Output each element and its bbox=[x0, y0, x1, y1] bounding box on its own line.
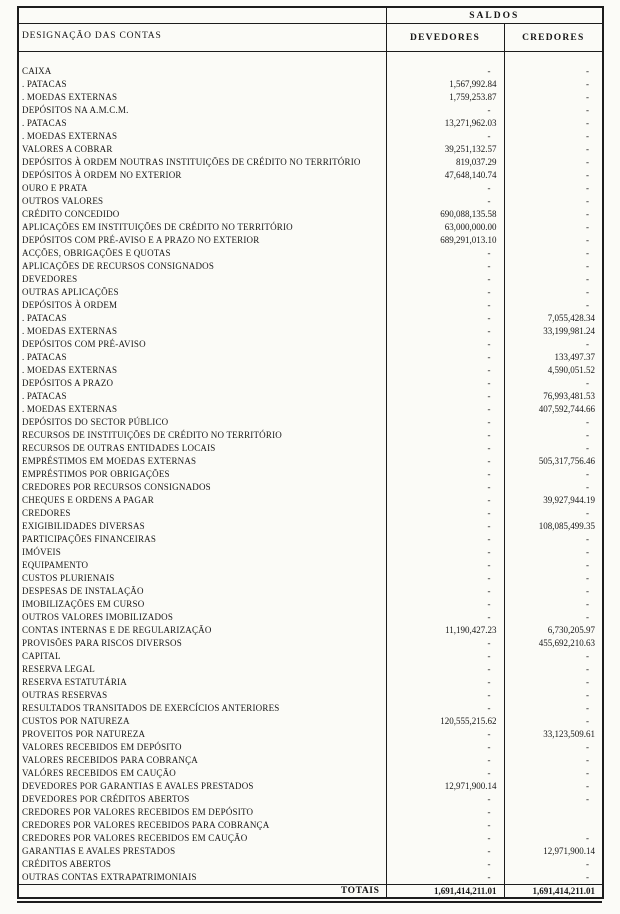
devedores-value: - bbox=[386, 65, 504, 78]
credores-value: - bbox=[504, 507, 603, 520]
account-label: DEVEDORES POR CRÉDITOS ABERTOS bbox=[22, 793, 190, 804]
credores-value: 76,993,481.53 bbox=[504, 390, 603, 403]
table-row bbox=[18, 468, 603, 481]
credores-value: - bbox=[504, 377, 603, 390]
credores-value: - bbox=[504, 741, 603, 754]
account-label: . MOEDAS EXTERNAS bbox=[22, 364, 118, 375]
devedores-value: - bbox=[386, 260, 504, 273]
account-label: . PATACAS bbox=[22, 78, 67, 89]
credores-value: - bbox=[504, 780, 603, 793]
account-label: OURO E PRATA bbox=[22, 182, 88, 193]
credores-value: - bbox=[504, 559, 603, 572]
devedores-value: - bbox=[386, 702, 504, 715]
credores-value: - bbox=[504, 767, 603, 780]
credores-value: - bbox=[504, 702, 603, 715]
table-row bbox=[18, 702, 603, 715]
table-row bbox=[18, 715, 603, 728]
devedores-value: - bbox=[386, 299, 504, 312]
credores-value: 39,927,944.19 bbox=[504, 494, 603, 507]
devedores-value: - bbox=[386, 351, 504, 364]
account-label: IMÓVEIS bbox=[22, 546, 61, 557]
credores-value: - bbox=[504, 598, 603, 611]
devedores-value: 819,037.29 bbox=[386, 156, 504, 169]
devedores-value: - bbox=[386, 572, 504, 585]
account-label: CAPITAL bbox=[22, 650, 61, 661]
credores-value bbox=[504, 806, 603, 819]
credores-value: - bbox=[504, 234, 603, 247]
account-label: CAIXA bbox=[22, 65, 52, 76]
devedores-value: - bbox=[386, 286, 504, 299]
table-row bbox=[18, 611, 603, 624]
header-row-columns bbox=[18, 24, 603, 52]
account-label: OUTROS VALORES bbox=[22, 195, 104, 206]
credores-value: 33,199,981.24 bbox=[504, 325, 603, 338]
devedores-value: - bbox=[386, 611, 504, 624]
table-row bbox=[18, 741, 603, 754]
table-row bbox=[18, 117, 603, 130]
table-row bbox=[18, 91, 603, 104]
devedores-value: - bbox=[386, 364, 504, 377]
devedores-value: - bbox=[386, 325, 504, 338]
credores-value: - bbox=[504, 273, 603, 286]
devedores-value: - bbox=[386, 767, 504, 780]
account-label: EMPRÉSTIMOS EM MOEDAS EXTERNAS bbox=[22, 455, 197, 466]
table-row bbox=[18, 403, 603, 416]
devedores-header: DEVEDORES bbox=[386, 24, 504, 52]
table-row bbox=[18, 104, 603, 117]
account-label: IMOBILIZAÇÕES EM CURSO bbox=[22, 598, 145, 609]
account-label: . PATACAS bbox=[22, 390, 67, 401]
credores-value: 407,592,744.66 bbox=[504, 403, 603, 416]
totals-credores-value: 1,691,414,211.01 bbox=[504, 884, 603, 898]
devedores-value: 12,971,900.14 bbox=[386, 780, 504, 793]
totals-devedores-value: 1,691,414,211.01 bbox=[386, 884, 504, 898]
devedores-value: - bbox=[386, 104, 504, 117]
table-row bbox=[18, 832, 603, 845]
devedores-value: - bbox=[386, 416, 504, 429]
devedores-value: 120,555,215.62 bbox=[386, 715, 504, 728]
table-row bbox=[18, 780, 603, 793]
account-label: . MOEDAS EXTERNAS bbox=[22, 403, 118, 414]
devedores-value: - bbox=[386, 390, 504, 403]
account-label: DEVEDORES bbox=[22, 273, 78, 284]
table-row bbox=[18, 559, 603, 572]
account-label: DEPÓSITOS À ORDEM NO EXTERIOR bbox=[22, 169, 182, 180]
credores-value: - bbox=[504, 650, 603, 663]
table-row bbox=[18, 286, 603, 299]
credores-value: - bbox=[504, 338, 603, 351]
table-row bbox=[18, 845, 603, 858]
table-row bbox=[18, 65, 603, 78]
devedores-value: - bbox=[386, 442, 504, 455]
table-row bbox=[18, 650, 603, 663]
table-row bbox=[18, 442, 603, 455]
table-row bbox=[18, 78, 603, 91]
account-label: DEPÓSITOS À ORDEM NOUTRAS INSTITUIÇÕES DE CRÉDITO NO TERRITÓRIO bbox=[22, 156, 361, 167]
account-label: VALORES RECEBIDOS PARA COBRANÇA bbox=[22, 754, 198, 765]
table-row bbox=[18, 299, 603, 312]
devedores-value: - bbox=[386, 429, 504, 442]
accounts-body bbox=[18, 52, 603, 885]
credores-value: - bbox=[504, 65, 603, 78]
devedores-value: - bbox=[386, 793, 504, 806]
devedores-value: - bbox=[386, 247, 504, 260]
credores-value: - bbox=[504, 832, 603, 845]
account-label: DESPESAS DE INSTALAÇÃO bbox=[22, 585, 144, 596]
table-row bbox=[18, 676, 603, 689]
account-label: . MOEDAS EXTERNAS bbox=[22, 130, 118, 141]
credores-value: - bbox=[504, 754, 603, 767]
credores-value: - bbox=[504, 104, 603, 117]
credores-value: - bbox=[504, 442, 603, 455]
bottom-double-rule bbox=[17, 901, 602, 903]
credores-value: - bbox=[504, 286, 603, 299]
credores-value: - bbox=[504, 585, 603, 598]
devedores-value: - bbox=[386, 195, 504, 208]
spacer-cell bbox=[504, 52, 603, 65]
account-label: DEPÓSITOS A PRAZO bbox=[22, 377, 114, 388]
table-row bbox=[18, 637, 603, 650]
account-label: GARANTIAS E AVALES PRESTADOS bbox=[22, 845, 176, 856]
account-label: RECURSOS DE OUTRAS ENTIDADES LOCAIS bbox=[22, 442, 216, 453]
credores-value: - bbox=[504, 130, 603, 143]
credores-value: - bbox=[504, 208, 603, 221]
devedores-value: 13,271,962.03 bbox=[386, 117, 504, 130]
credores-value: - bbox=[504, 572, 603, 585]
table-row bbox=[18, 338, 603, 351]
account-label: RESERVA ESTATUTÁRIA bbox=[22, 676, 127, 687]
table-row bbox=[18, 260, 603, 273]
credores-value: 133,497.37 bbox=[504, 351, 603, 364]
table-row bbox=[18, 494, 603, 507]
credores-value: 455,692,210.63 bbox=[504, 637, 603, 650]
devedores-value: - bbox=[386, 377, 504, 390]
account-label: CRÉDITO CONCEDIDO bbox=[22, 208, 120, 219]
table-row bbox=[18, 130, 603, 143]
table-row bbox=[18, 858, 603, 871]
account-label: OUTROS VALORES IMOBILIZADOS bbox=[22, 611, 174, 622]
credores-value: - bbox=[504, 715, 603, 728]
header-row-saldos bbox=[18, 7, 603, 24]
account-label: CREDORES POR VALORES RECEBIDOS EM CAUÇÃO bbox=[22, 832, 248, 843]
devedores-value: - bbox=[386, 520, 504, 533]
credores-value: 108,085,499.35 bbox=[504, 520, 603, 533]
table-row bbox=[18, 169, 603, 182]
table-row bbox=[18, 273, 603, 286]
table-row bbox=[18, 598, 603, 611]
credores-value: - bbox=[504, 299, 603, 312]
devedores-value: - bbox=[386, 338, 504, 351]
account-label: VALÓRES RECEBIDOS EM CAUÇÃO bbox=[22, 767, 177, 778]
credores-value: 6,730,205.97 bbox=[504, 624, 603, 637]
devedores-value: - bbox=[386, 845, 504, 858]
account-label: CUSTOS PLURIENAIS bbox=[22, 572, 115, 583]
devedores-value: - bbox=[386, 754, 504, 767]
account-label: . MOEDAS EXTERNAS bbox=[22, 325, 118, 336]
devedores-value: - bbox=[386, 585, 504, 598]
account-label: CREDORES POR VALORES RECEBIDOS EM DEPÓSITO bbox=[22, 806, 254, 817]
account-label: CRÉDITOS ABERTOS bbox=[22, 858, 112, 869]
account-label: ACÇÕES, OBRIGAÇÕES E QUOTAS bbox=[22, 247, 171, 258]
account-label: APLICAÇÕES EM INSTITUIÇÕES DE CRÉDITO NO TERRITÓRIO bbox=[22, 221, 293, 232]
account-label: PROVEITOS POR NATUREZA bbox=[22, 728, 146, 739]
account-label: CUSTOS POR NATUREZA bbox=[22, 715, 130, 726]
table-row bbox=[18, 143, 603, 156]
account-label: DEVEDORES POR GARANTIAS E AVALES PRESTADOS bbox=[22, 780, 254, 791]
credores-value: - bbox=[504, 689, 603, 702]
table-row bbox=[18, 585, 603, 598]
credores-value: - bbox=[504, 871, 603, 885]
credores-value: - bbox=[504, 78, 603, 91]
credores-value: - bbox=[504, 481, 603, 494]
devedores-value: - bbox=[386, 741, 504, 754]
credores-value: - bbox=[504, 416, 603, 429]
account-label: DEPÓSITOS NA A.M.C.M. bbox=[22, 104, 129, 115]
table-row bbox=[18, 390, 603, 403]
account-label: . MOEDAS EXTERNAS bbox=[22, 91, 118, 102]
table-row bbox=[18, 208, 603, 221]
credores-value: - bbox=[504, 195, 603, 208]
account-label: PROVISÕES PARA RISCOS DIVERSOS bbox=[22, 637, 182, 648]
table-row bbox=[18, 728, 603, 741]
account-label: DEPÓSITOS À ORDEM bbox=[22, 299, 118, 310]
credores-value: - bbox=[504, 676, 603, 689]
credores-value: 12,971,900.14 bbox=[504, 845, 603, 858]
devedores-value: - bbox=[386, 858, 504, 871]
devedores-value: - bbox=[386, 507, 504, 520]
credores-value: - bbox=[504, 182, 603, 195]
devedores-value: - bbox=[386, 546, 504, 559]
credores-value: - bbox=[504, 169, 603, 182]
devedores-value: - bbox=[386, 273, 504, 286]
devedores-value: - bbox=[386, 663, 504, 676]
account-label: RECURSOS DE INSTITUIÇÕES DE CRÉDITO NO TERRITÓRIO bbox=[22, 429, 282, 440]
balance-sheet-table bbox=[17, 6, 602, 903]
table-row bbox=[18, 182, 603, 195]
devedores-value: 689,291,013.10 bbox=[386, 234, 504, 247]
devedores-value: - bbox=[386, 403, 504, 416]
table-row bbox=[18, 351, 603, 364]
account-label: APLICAÇÕES DE RECURSOS CONSIGNADOS bbox=[22, 260, 215, 271]
table-row bbox=[18, 455, 603, 468]
credores-value: - bbox=[504, 793, 603, 806]
account-label: CHEQUES E ORDENS A PAGAR bbox=[22, 494, 154, 505]
account-label: . PATACAS bbox=[22, 117, 67, 128]
account-label: CREDORES POR VALORES RECEBIDOS PARA COBRANÇA bbox=[22, 819, 270, 830]
account-label: RESERVA LEGAL bbox=[22, 663, 95, 674]
account-label: EMPRÉSTIMOS POR OBRIGAÇÕES bbox=[22, 468, 170, 479]
account-label: DEPÓSITOS COM PRÉ-AVISO E A PRAZO NO EXTERIOR bbox=[22, 234, 260, 245]
account-label: CREDORES POR RECURSOS CONSIGNADOS bbox=[22, 481, 211, 492]
table-row bbox=[18, 364, 603, 377]
devedores-value: - bbox=[386, 806, 504, 819]
spacer-cell bbox=[386, 52, 504, 65]
credores-value: 505,317,756.46 bbox=[504, 455, 603, 468]
saldos-header: SALDOS bbox=[386, 7, 603, 24]
table-row bbox=[18, 754, 603, 767]
table-row bbox=[18, 819, 603, 832]
credores-value: - bbox=[504, 546, 603, 559]
table-row bbox=[18, 806, 603, 819]
table-row bbox=[18, 416, 603, 429]
table-row bbox=[18, 247, 603, 260]
table-row bbox=[18, 429, 603, 442]
table-row bbox=[18, 481, 603, 494]
devedores-value: 1,567,992.84 bbox=[386, 78, 504, 91]
devedores-value: 63,000,000.00 bbox=[386, 221, 504, 234]
devedores-value: - bbox=[386, 676, 504, 689]
credores-header: CREDORES bbox=[504, 24, 603, 52]
table-row bbox=[18, 767, 603, 780]
totals-label: TOTAIS bbox=[18, 884, 386, 898]
account-label: OUTRAS APLICAÇÕES bbox=[22, 286, 119, 297]
header-empty-cell bbox=[18, 7, 386, 24]
table-row bbox=[18, 507, 603, 520]
devedores-value: - bbox=[386, 832, 504, 845]
account-label: OUTRAS CONTAS EXTRAPATRIMONIAIS bbox=[22, 871, 197, 882]
devedores-value: - bbox=[386, 598, 504, 611]
devedores-value: - bbox=[386, 637, 504, 650]
devedores-value: 11,190,427.23 bbox=[386, 624, 504, 637]
table-row bbox=[18, 689, 603, 702]
credores-value: - bbox=[504, 858, 603, 871]
credores-value: - bbox=[504, 143, 603, 156]
table-row bbox=[18, 221, 603, 234]
devedores-value: - bbox=[386, 481, 504, 494]
devedores-value: - bbox=[386, 559, 504, 572]
accounts-table bbox=[17, 6, 604, 899]
devedores-value: 690,088,135.58 bbox=[386, 208, 504, 221]
devedores-value: - bbox=[386, 130, 504, 143]
account-label: CONTAS INTERNAS E DE REGULARIZAÇÃO bbox=[22, 624, 212, 635]
totals-row bbox=[18, 884, 603, 898]
devedores-value: - bbox=[386, 533, 504, 546]
account-label: . PATACAS bbox=[22, 312, 67, 323]
devedores-value: - bbox=[386, 494, 504, 507]
devedores-value: - bbox=[386, 871, 504, 885]
account-label: VALORES RECEBIDOS EM DEPÓSITO bbox=[22, 741, 182, 752]
devedores-value: 1,759,253.87 bbox=[386, 91, 504, 104]
credores-value: 7,055,428.34 bbox=[504, 312, 603, 325]
designation-header: DESIGNAÇÃO DAS CONTAS bbox=[18, 24, 386, 52]
table-row bbox=[18, 572, 603, 585]
credores-value: - bbox=[504, 247, 603, 260]
devedores-value: - bbox=[386, 689, 504, 702]
table-row bbox=[18, 871, 603, 885]
account-label: VALORES A COBRAR bbox=[22, 143, 113, 154]
table-row bbox=[18, 377, 603, 390]
credores-value: - bbox=[504, 260, 603, 273]
credores-value: - bbox=[504, 91, 603, 104]
credores-value: - bbox=[504, 611, 603, 624]
devedores-value: - bbox=[386, 312, 504, 325]
table-row bbox=[18, 156, 603, 169]
account-label: CREDORES bbox=[22, 507, 71, 518]
credores-value: 33,123,509.61 bbox=[504, 728, 603, 741]
account-label: . PATACAS bbox=[22, 351, 67, 362]
account-label: RESULTADOS TRANSITADOS DE EXERCÍCIOS ANTERIORES bbox=[22, 702, 280, 713]
devedores-value: - bbox=[386, 819, 504, 832]
credores-value: - bbox=[504, 221, 603, 234]
devedores-value: - bbox=[386, 468, 504, 481]
credores-value: 4,590,051.52 bbox=[504, 364, 603, 377]
table-row bbox=[18, 195, 603, 208]
table-row bbox=[18, 533, 603, 546]
spacer-row bbox=[18, 52, 603, 65]
table-row bbox=[18, 325, 603, 338]
table-row bbox=[18, 520, 603, 533]
credores-value: - bbox=[504, 663, 603, 676]
account-label: DEPÓSITOS DO SECTOR PÚBLICO bbox=[22, 416, 169, 427]
credores-value: - bbox=[504, 156, 603, 169]
devedores-value: - bbox=[386, 455, 504, 468]
devedores-value: - bbox=[386, 650, 504, 663]
devedores-value: 47,648,140.74 bbox=[386, 169, 504, 182]
devedores-value: - bbox=[386, 728, 504, 741]
account-label: EXIGIBILIDADES DIVERSAS bbox=[22, 520, 145, 531]
credores-value: - bbox=[504, 117, 603, 130]
credores-value: - bbox=[504, 429, 603, 442]
devedores-value: - bbox=[386, 182, 504, 195]
credores-value: - bbox=[504, 533, 603, 546]
account-label: DEPÓSITOS COM PRÉ-AVISO bbox=[22, 338, 146, 349]
table-row bbox=[18, 793, 603, 806]
account-label: PARTICIPAÇÕES FINANCEIRAS bbox=[22, 533, 157, 544]
account-label: OUTRAS RESERVAS bbox=[22, 689, 108, 700]
devedores-value: 39,251,132.57 bbox=[386, 143, 504, 156]
credores-value: - bbox=[504, 468, 603, 481]
table-row bbox=[18, 312, 603, 325]
table-row bbox=[18, 546, 603, 559]
account-label: EQUIPAMENTO bbox=[22, 559, 89, 570]
table-row bbox=[18, 234, 603, 247]
spacer-cell bbox=[18, 52, 386, 65]
table-row bbox=[18, 624, 603, 637]
table-row bbox=[18, 663, 603, 676]
credores-value bbox=[504, 819, 603, 832]
